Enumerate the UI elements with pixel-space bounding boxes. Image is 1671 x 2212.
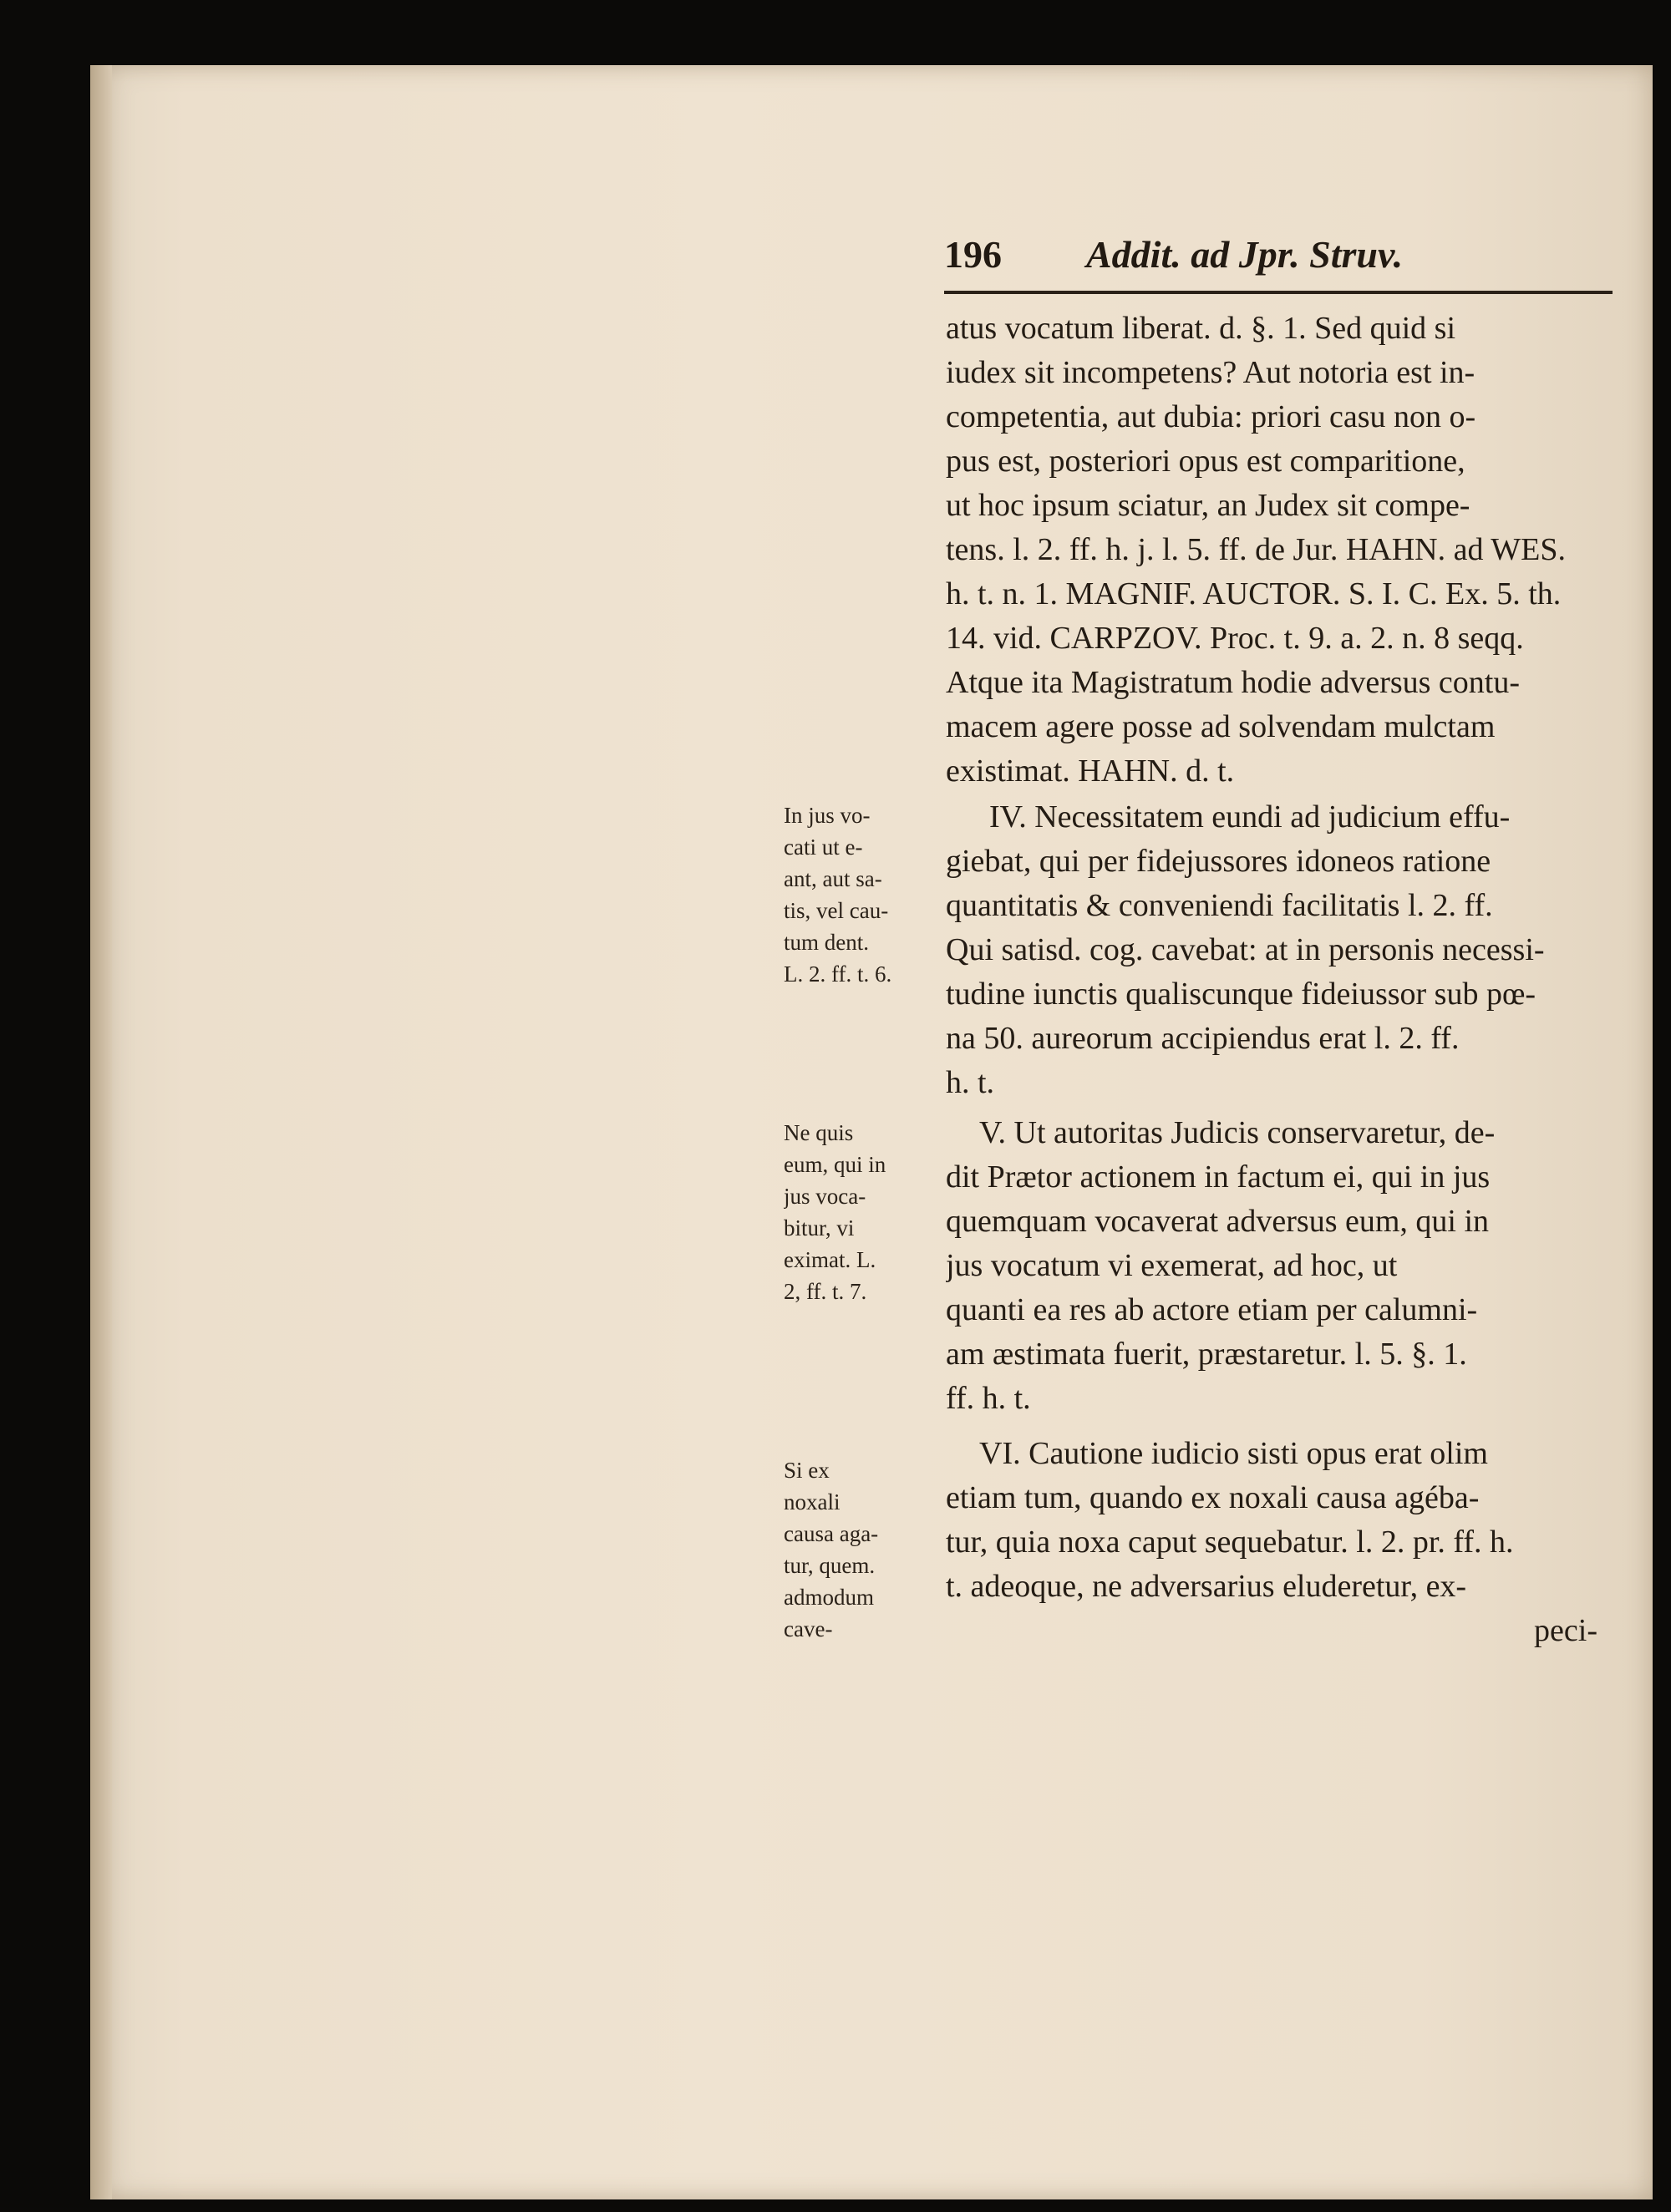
text-line: tur, quia noxa caput sequebatur. l. 2. pr. ff. h. [946,1525,1514,1560]
text-line: dit Prætor actionem in factum ei, qui in jus [946,1159,1491,1195]
text-line: IV. Necessitatem eundi ad judicium effu- [989,799,1511,835]
text-line: etiam tum, quando ex noxali causa agéba- [946,1480,1480,1515]
text-line: ff. h. t. [946,1381,1031,1416]
text-line: jus vocatum vi exemerat, ad hoc, ut [946,1248,1398,1283]
header-rule [944,291,1613,294]
marginal-note-line: eum, qui in [784,1152,886,1177]
text-line: existimat. HAHN. d. t. [946,753,1235,789]
text-line: 14. vid. CARPZOV. Proc. t. 9. a. 2. n. 8 seqq. [946,621,1524,656]
text-line: giebat, qui per fidejussores idoneos ratione [946,844,1491,879]
text-line: quanti ea res ab actore etiam per calumni- [946,1292,1478,1327]
marginal-note-line: eximat. L. [784,1247,876,1272]
marginal-note-line: tum dent. [784,930,869,955]
marginal-note-line: causa aga- [784,1521,879,1546]
marginal-note-line: tis, vel cau- [784,898,889,923]
text-line: V. Ut autoritas Judicis conservaretur, de- [979,1115,1496,1150]
text-line: ut hoc ipsum sciatur, an Judex sit compe- [946,488,1470,523]
text-line: quantitatis & conveniendi facilitatis l. 2. ff. [946,888,1493,923]
text-line: h. t. n. 1. MAGNIF. AUCTOR. S. I. C. Ex. 5. th. [946,576,1562,611]
marginal-note-line: Ne quis [784,1120,854,1145]
catchword: peci- [1534,1613,1597,1648]
text-line: na 50. aureorum accipiendus erat l. 2. ff. [946,1021,1460,1056]
text-line: VI. Cautione iudicio sisti opus erat olim [979,1436,1488,1471]
text-line: pus est, posteriori opus est comparitione, [946,444,1465,479]
text-line: iudex sit incompetens? Aut notoria est in- [946,355,1475,390]
page-header [944,232,1613,282]
marginal-note-line: Si ex [784,1458,830,1483]
text-line: am æstimata fuerit, præstaretur. l. 5. §. 1. [946,1337,1467,1372]
text-line: Qui satisd. cog. cavebat: at in personis necessi- [946,932,1545,967]
marginal-note-line: cati ut e- [784,835,863,860]
text-line: t. adeoque, ne adversarius eluderetur, ex- [946,1569,1467,1604]
marginal-note-line: tur, quem. [784,1553,876,1578]
marginal-note-line: ant, aut sa- [784,866,882,891]
marginal-note-line: In jus vo- [784,803,871,828]
text-line: macem agere posse ad solvendam mulctam [946,709,1496,744]
text-line: Atque ita Magistratum hodie adversus contu- [946,665,1521,700]
marginal-note-line: bitur, vi [784,1215,855,1240]
marginal-note-line: noxali [784,1489,841,1514]
marginal-note-line: admodum [784,1585,874,1610]
text-line: competentia, aut dubia: priori casu non o- [946,399,1476,434]
page-gutter [90,65,112,2199]
text-line: quemquam vocaverat adversus eum, qui in [946,1204,1490,1239]
text-line: tudine iunctis qualiscunque fideiussor sub pœ- [946,977,1536,1012]
text-line: h. t. [946,1065,995,1100]
marginal-note-line: 2, ff. t. 7. [784,1279,867,1304]
marginal-note-line: cave- [784,1616,833,1641]
marginal-note-line: jus voca- [784,1184,866,1209]
running-title: Addit. ad Jpr. Struv. [1086,233,1404,276]
text-line: atus vocatum liberat. d. §. 1. Sed quid si [946,311,1456,346]
text-line: tens. l. 2. ff. h. j. l. 5. ff. de Jur. HAHN. ad WES. [946,532,1567,567]
marginal-note-line: L. 2. ff. t. 6. [784,961,892,987]
page-number: 196 [944,233,1002,276]
